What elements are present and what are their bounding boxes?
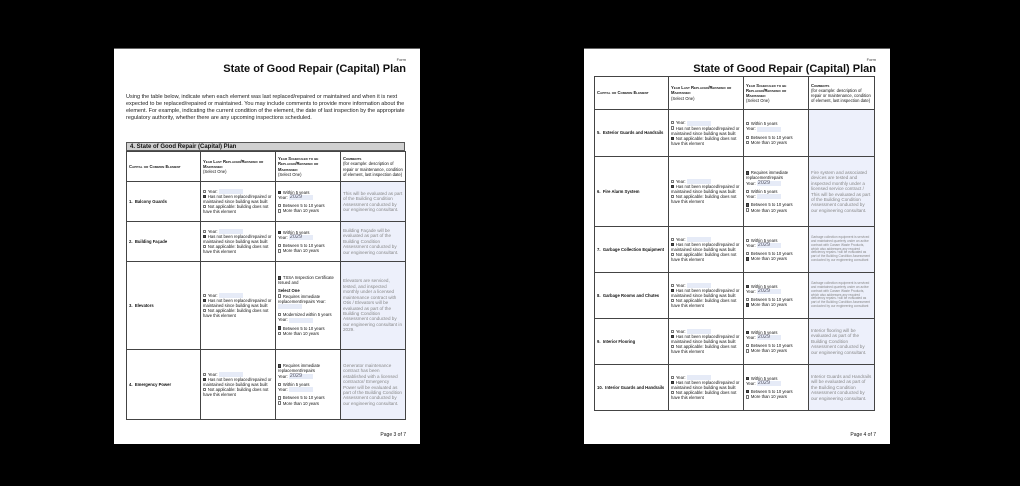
not-replaced-checkbox[interactable] xyxy=(671,335,674,338)
year-checkbox[interactable] xyxy=(203,373,206,376)
header-next: Year Scheduled to be Replaced/Repaired or Maintained (Select One) xyxy=(744,77,809,110)
not-replaced-checkbox[interactable] xyxy=(671,185,674,188)
element-name: 7. Garbage Collection Equipment xyxy=(595,227,669,273)
more-than-10-checkbox[interactable] xyxy=(746,303,749,306)
header-last: Year Last Replaced/Repaired or Maintained (Select One) xyxy=(669,77,744,110)
table-row xyxy=(595,273,875,319)
within-5-years-checkbox[interactable] xyxy=(746,239,749,242)
table-row xyxy=(595,157,875,227)
table-header-row xyxy=(127,152,406,182)
year-checkbox[interactable] xyxy=(203,190,206,193)
comment-field[interactable]: Elevators are serviced, tested, and inspected monthly under a licensed maintenance contract with Otis / Elevators will be evaluated as part of the Building Condition Assessment conducted by our engineering consultant in 2029. xyxy=(341,262,406,350)
within-5-years-checkbox[interactable] xyxy=(278,231,281,234)
not-applicable-checkbox[interactable] xyxy=(671,345,674,348)
scheduled-cell: Within 5 years Year: 2029 Between 5 to 10 years More than 10 years xyxy=(276,182,341,222)
table-header-row xyxy=(595,77,875,110)
between-5-10-checkbox[interactable] xyxy=(746,203,749,206)
element-name: 6. Fire Alarm System xyxy=(595,157,669,227)
element-name: 2. Building Façade xyxy=(127,222,201,262)
header-element: Capital or Common Element xyxy=(595,77,669,110)
more-than-10-checkbox[interactable] xyxy=(278,332,281,335)
header-last: Year Last Replaced/Repaired or Maintained (Select One) xyxy=(201,152,276,182)
not-applicable-checkbox[interactable] xyxy=(671,253,674,256)
comment-field[interactable]: Garbage collection equipment is serviced and maintained quarterly under an active contract with Canam Waste Products, which also addresses any required deficiency repairs / will be evaluated as part of the Building Condition Assessment conducted by our engineering consultant xyxy=(809,227,875,273)
within-5-year-field[interactable] xyxy=(757,194,781,199)
table-row xyxy=(595,110,875,157)
scheduled-cell: Within 5 years Year: 2029 Between 5 to 10 years More than 10 years xyxy=(744,273,809,319)
comment-field[interactable]: Fire system and associated devices are tested and inspected monthly under a licensed service contract / This will be evaluated as part of the Building Condition Assessment conducted by our engineering consultant. xyxy=(809,157,875,227)
table-row xyxy=(127,182,406,222)
not-replaced-checkbox[interactable] xyxy=(203,299,206,302)
comment-field[interactable]: This will be evaluated as part of the Building Condition Assessment conducted by our engineering consultant. xyxy=(341,182,406,222)
more-than-10-checkbox[interactable] xyxy=(746,141,749,144)
not-applicable-checkbox[interactable] xyxy=(203,205,206,208)
header-element: Capital or Common Element xyxy=(127,152,201,182)
last-replaced-cell: Year: Has not been replaced/repaired or maintained since building was built Not applicable: building does not have this element xyxy=(201,182,276,222)
more-than-10-checkbox[interactable] xyxy=(746,349,749,352)
comment-field[interactable] xyxy=(809,110,875,157)
not-applicable-checkbox[interactable] xyxy=(671,391,674,394)
more-than-10-checkbox[interactable] xyxy=(746,395,749,398)
scheduled-cell: Requires immediate replacement/repairs Year: 2029 Within 5 years Year: Between 5 to 10 years More than 10 years xyxy=(276,350,341,420)
within-5-year-field[interactable] xyxy=(289,387,313,392)
element-name: 1. Balcony Guards xyxy=(127,182,201,222)
repair-plan-table xyxy=(126,151,406,420)
element-name: 4. Emergency Power xyxy=(127,350,201,420)
last-replaced-cell: Year: Has not been replaced/repaired or maintained since building was built Not applicable: building does not have this element xyxy=(669,157,744,227)
modernized-checkbox[interactable] xyxy=(278,313,281,316)
comment-field[interactable]: Interior flooring will be evaluated as part of the Building Condition Assessment conducted by our engineering consultant. xyxy=(809,319,875,365)
last-replaced-cell: Year: Has not been replaced/repaired or maintained since building was built Not applicable: building does not have this element xyxy=(201,262,276,350)
comment-field[interactable]: Garbage collection equipment is serviced and maintained quarterly under an active contract with Canam Waste Products, which also addresses any required deficiency repairs / will be evaluated as part of the Building Condition Assessment conducted by our engineering consultant xyxy=(809,273,875,319)
year-checkbox[interactable] xyxy=(671,238,674,241)
last-replaced-cell: Year: Has not been replaced/repaired or maintained since building was built Not applicable: building does not have this element xyxy=(669,110,744,157)
element-name: 9. Interior Flooring xyxy=(595,319,669,365)
last-replaced-cell: Year: Has not been replaced/repaired or maintained since building was built Not applicable: building does not have this element xyxy=(201,350,276,420)
not-applicable-checkbox[interactable] xyxy=(203,245,206,248)
last-replaced-cell: Year: Has not been replaced/repaired or maintained since building was built Not applicable: building does not have this element xyxy=(669,227,744,273)
element-name: 5. Exterior Guards and Handrails xyxy=(595,110,669,157)
more-than-10-checkbox[interactable] xyxy=(278,401,281,404)
comment-field[interactable]: Generator maintenance contract has been established with a licensed contractor/ Emergency Power will be evaluated as part of the Building Condition Assessment conducted by our engineering consultant. xyxy=(341,350,406,420)
modernized-year-field[interactable] xyxy=(289,318,313,323)
scheduled-cell: Within 5 years Year: 2029 Between 5 to 10 years More than 10 years xyxy=(276,222,341,262)
year-checkbox[interactable] xyxy=(203,294,206,297)
not-replaced-checkbox[interactable] xyxy=(203,235,206,238)
within-5-years-checkbox[interactable] xyxy=(746,285,749,288)
scheduled-cell: Within 5 years Year: 2029 Between 5 to 10 years More than 10 years xyxy=(744,227,809,273)
requires-immediate-checkbox[interactable] xyxy=(746,171,749,174)
table-row xyxy=(127,350,406,420)
not-replaced-checkbox[interactable] xyxy=(203,378,206,381)
between-5-10-checkbox[interactable] xyxy=(278,244,281,247)
within-5-years-checkbox[interactable] xyxy=(278,383,281,386)
header-comments: Comments (for example: description of repair or maintenance, condition of element, last inspection date) xyxy=(809,77,875,110)
more-than-10-checkbox[interactable] xyxy=(278,209,281,212)
header-comments: Comments (for example: description of repair or maintenance, condition of element, last inspection date) xyxy=(341,152,406,182)
within-5-years-checkbox[interactable] xyxy=(746,190,749,193)
between-5-10-checkbox[interactable] xyxy=(746,344,749,347)
table-row xyxy=(595,319,875,365)
element-name: 3. Elevators xyxy=(127,262,201,350)
within-5-years-checkbox[interactable] xyxy=(746,122,749,125)
document-page-3 xyxy=(114,48,420,444)
not-replaced-checkbox[interactable] xyxy=(671,381,674,384)
header-next: Year Scheduled to be Replaced/Repaired or Maintained (Select One) xyxy=(276,152,341,182)
comment-field[interactable]: Interior Guards and Handrails will be evaluated as part of the Building Condition Assessment conducted by our engineering consultant. xyxy=(809,365,875,411)
requires-immediate-checkbox[interactable] xyxy=(278,364,281,367)
year-checkbox[interactable] xyxy=(671,330,674,333)
document-page-4 xyxy=(584,48,890,444)
between-5-10-checkbox[interactable] xyxy=(746,252,749,255)
year-checkbox[interactable] xyxy=(671,121,674,124)
between-5-10-checkbox[interactable] xyxy=(746,136,749,139)
scheduled-year-field[interactable] xyxy=(757,127,781,132)
scheduled-year-field[interactable]: 2029 xyxy=(757,289,781,294)
scheduled-cell: Within 5 years Year: 2029 Between 5 to 10 years More than 10 years xyxy=(744,319,809,365)
not-replaced-checkbox[interactable] xyxy=(671,243,674,246)
more-than-10-checkbox[interactable] xyxy=(746,257,749,260)
more-than-10-checkbox[interactable] xyxy=(746,208,749,211)
select-one-label: Select One xyxy=(278,288,300,294)
not-applicable-checkbox[interactable] xyxy=(203,388,206,391)
repair-plan-table xyxy=(594,76,875,411)
form-label: Form xyxy=(396,57,406,62)
year-checkbox[interactable] xyxy=(203,230,206,233)
scheduled-year-field[interactable]: 2029 xyxy=(289,374,313,379)
not-applicable-checkbox[interactable] xyxy=(671,195,674,198)
within-5-years-checkbox[interactable] xyxy=(278,191,281,194)
not-replaced-checkbox[interactable] xyxy=(671,289,674,292)
not-replaced-checkbox[interactable] xyxy=(671,126,674,129)
scheduled-year-field[interactable]: 2029 xyxy=(289,195,313,200)
within-5-years-checkbox[interactable] xyxy=(746,377,749,380)
not-applicable-checkbox[interactable] xyxy=(671,137,674,140)
page-number: Page 4 of 7 xyxy=(850,432,876,438)
page-title: State of Good Repair (Capital) Plan xyxy=(223,63,406,75)
requires-year-field[interactable] xyxy=(278,304,302,309)
scheduled-cell: Requires immediate replacement/repairs Year: 2029 Within 5 years Year: Between 5 to 10 years More than 10 years xyxy=(744,157,809,227)
between-5-10-checkbox[interactable] xyxy=(278,326,281,329)
scheduled-year-field[interactable]: 2029 xyxy=(757,243,781,248)
tssa-checkbox[interactable] xyxy=(278,276,281,279)
table-row xyxy=(127,262,406,350)
section-heading: 4. State of Good Repair (Capital) Plan xyxy=(126,142,405,151)
intro-paragraph: Using the table below, indicate when each element was last replaced/repaired or maintained and when it is next expected to be replaced/repaired or maintained. You may include comments to provide more information about the element. For example, indicating the current condition of the element, the date of last inspection by the appropriate regulatory authority, whether there are any upcoming inspections scheduled. xyxy=(126,94,405,121)
scheduled-year-field[interactable]: 2029 xyxy=(289,235,313,240)
form-label: Form xyxy=(866,57,876,62)
year-checkbox[interactable] xyxy=(671,284,674,287)
last-replaced-cell: Year: Has not been replaced/repaired or maintained since building was built Not applicable: building does not have this element xyxy=(669,365,744,411)
requires-immediate-checkbox[interactable] xyxy=(278,294,281,297)
scheduled-cell: Within 5 years Year: 2029 Between 5 to 10 years More than 10 years xyxy=(744,365,809,411)
last-replaced-cell: Year: Has not been replaced/repaired or maintained since building was built Not applicable: building does not have this element xyxy=(669,319,744,365)
element-name: 8. Garbage Rooms and Chutes xyxy=(595,273,669,319)
page-title: State of Good Repair (Capital) Plan xyxy=(693,63,876,75)
not-replaced-checkbox[interactable] xyxy=(203,195,206,198)
year-checkbox[interactable] xyxy=(671,376,674,379)
page-number: Page 3 of 7 xyxy=(380,432,406,438)
last-replaced-cell: Year: Has not been replaced/repaired or maintained since building was built Not applicable: building does not have this element xyxy=(669,273,744,319)
between-5-10-checkbox[interactable] xyxy=(746,390,749,393)
between-5-10-checkbox[interactable] xyxy=(278,204,281,207)
table-row xyxy=(595,365,875,411)
year-checkbox[interactable] xyxy=(671,180,674,183)
within-5-years-checkbox[interactable] xyxy=(746,331,749,334)
scheduled-cell: TSSA Inspection Certificate Issued and Select One Requires immediate replacement/repairs Year: Modernized within 5 years Year: Between 5 to 10 years More than 10 years xyxy=(276,262,341,350)
between-5-10-checkbox[interactable] xyxy=(278,396,281,399)
element-name: 10. Interior Guards and Handrails xyxy=(595,365,669,411)
comment-field[interactable]: Building Façade will be evaluated as part of the Building Condition Assessment conducted by our engineering consultant. xyxy=(341,222,406,262)
table-row xyxy=(127,222,406,262)
scheduled-year-field[interactable]: 2029 xyxy=(757,335,781,340)
table-row xyxy=(595,227,875,273)
between-5-10-checkbox[interactable] xyxy=(746,298,749,301)
not-applicable-checkbox[interactable] xyxy=(203,309,206,312)
scheduled-year-field[interactable]: 2029 xyxy=(757,381,781,386)
last-replaced-cell: Year: Has not been replaced/repaired or maintained since building was built Not applicable: building does not have this element xyxy=(201,222,276,262)
scheduled-cell: Within 5 years Year: Between 5 to 10 years More than 10 years xyxy=(744,110,809,157)
scheduled-year-field[interactable]: 2029 xyxy=(757,181,781,186)
not-applicable-checkbox[interactable] xyxy=(671,299,674,302)
more-than-10-checkbox[interactable] xyxy=(278,249,281,252)
